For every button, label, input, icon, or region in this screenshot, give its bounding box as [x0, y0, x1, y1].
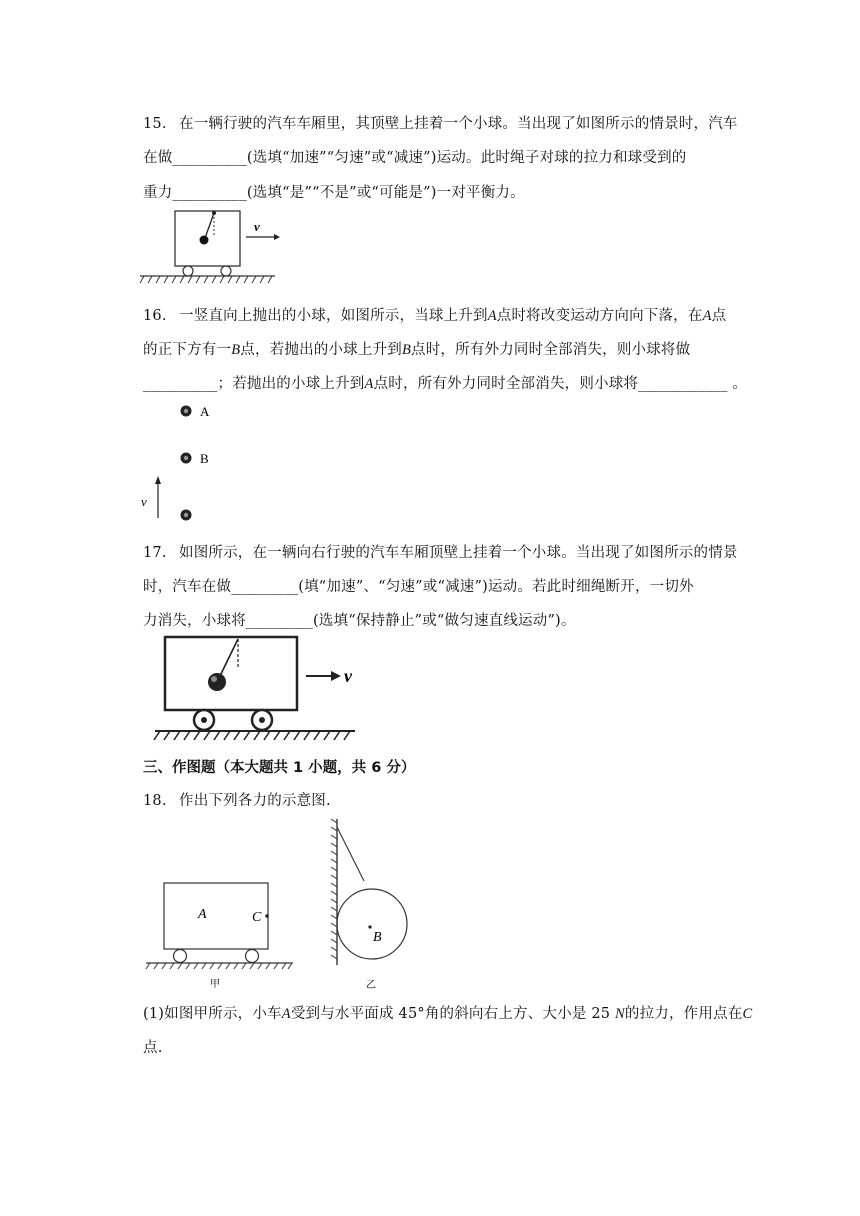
- q18-sub1-line1: [143, 1002, 752, 1023]
- q16-line3: [143, 372, 747, 393]
- q17-number: 17.: [143, 545, 167, 561]
- q18-sub1-line2: 点.: [143, 1040, 163, 1056]
- q18-sub1-var-C: C: [742, 1006, 753, 1022]
- q15-text1: 在一辆行驶的汽车车厢里，其顶壁上挂着一个小球。当出现了如图所示的情景时，汽车: [179, 116, 738, 132]
- q16-text2a: 的正下方有一: [143, 342, 232, 358]
- section-title: 三、作图题（本大题共 1 小题，共 6 分）: [143, 760, 416, 776]
- q15-line2: 在做__________(选填“加速”“匀速”或“减速”)运动。此时绳子对球的拉力和球受到的: [143, 150, 687, 166]
- q18-number: 18.: [143, 793, 167, 809]
- q17-line2: 时，汽车在做_________(填“加速”、“匀速”或“减速”)运动。若此时细绳断开，一切外: [143, 579, 694, 595]
- q16-text2b: 点，若抛出的小球上升到: [240, 342, 402, 358]
- q16-line1: [143, 304, 726, 325]
- figure-jia: [146, 883, 293, 990]
- q16-text3a: __________；若抛出的小球上升到: [143, 376, 365, 392]
- q18-sub1-text-b: 受到与水平面成 45°角的斜向右上方、大小是 25: [290, 1006, 615, 1022]
- q17-figure: [150, 632, 380, 747]
- q16-text1c: 点: [711, 308, 727, 324]
- q18-sub1-var-A: A: [281, 1006, 291, 1022]
- q18-figure: [140, 815, 430, 995]
- q16-text2c: 点时，所有外力同时全部消失，则小球将做: [411, 342, 691, 358]
- fig-label-C: C: [252, 910, 262, 925]
- q15-number: 15.: [143, 116, 167, 132]
- q18-sub1-var-N: N: [615, 1006, 625, 1022]
- q16-text1b: 点时将改变运动方向向下落，在: [496, 308, 703, 324]
- q16-text1a: 一竖直向上抛出的小球，如图所示，当球上升到: [179, 308, 488, 324]
- fig-label-B: B: [373, 930, 382, 945]
- q16-var-B2: B: [401, 342, 412, 358]
- q16-var-B: B: [231, 342, 241, 358]
- q18-text1: 作出下列各力的示意图.: [179, 793, 331, 809]
- q15-velocity-label: v: [254, 219, 260, 234]
- q18-sub1-text-c: 的拉力，作用点在: [624, 1006, 743, 1022]
- q18-line1: [143, 789, 331, 810]
- fig-label-A: A: [198, 907, 207, 922]
- q16-figure: [138, 398, 228, 528]
- q15-line1: [143, 112, 738, 133]
- q15-line3: 重力__________(选填“是”“不是”或“可能是”)一对平衡力。: [143, 185, 525, 201]
- q16-label-B: B: [200, 451, 209, 466]
- q16-number: 16.: [143, 308, 167, 324]
- q17-text1: 如图所示，在一辆向右行驶的汽车车厢顶壁上挂着一个小球。当出现了如图所示的情景: [179, 545, 738, 561]
- q16-velocity-label: v: [141, 494, 147, 509]
- caption-jia: 甲: [210, 979, 220, 990]
- q17-velocity-label: v: [344, 666, 352, 686]
- q16-line2: [143, 338, 690, 359]
- q16-var-A: A: [487, 308, 497, 324]
- q17-line3: 力消失，小球将_________(选填“保持静止”或“做匀速直线运动”)。: [143, 613, 576, 629]
- figure-yi: [331, 819, 407, 991]
- q16-var-A3: A: [364, 376, 374, 392]
- q16-text3b: 点时，所有外力同时全部消失，则小球将____________ 。: [373, 376, 748, 392]
- q15-figure: [140, 205, 300, 287]
- q18-sub1-text-a: (1)如图甲所示，小车: [143, 1006, 282, 1022]
- q17-line1: [143, 541, 738, 562]
- q16-var-A2: A: [702, 308, 712, 324]
- caption-yi: 乙: [366, 980, 376, 991]
- q16-label-A: A: [200, 404, 210, 419]
